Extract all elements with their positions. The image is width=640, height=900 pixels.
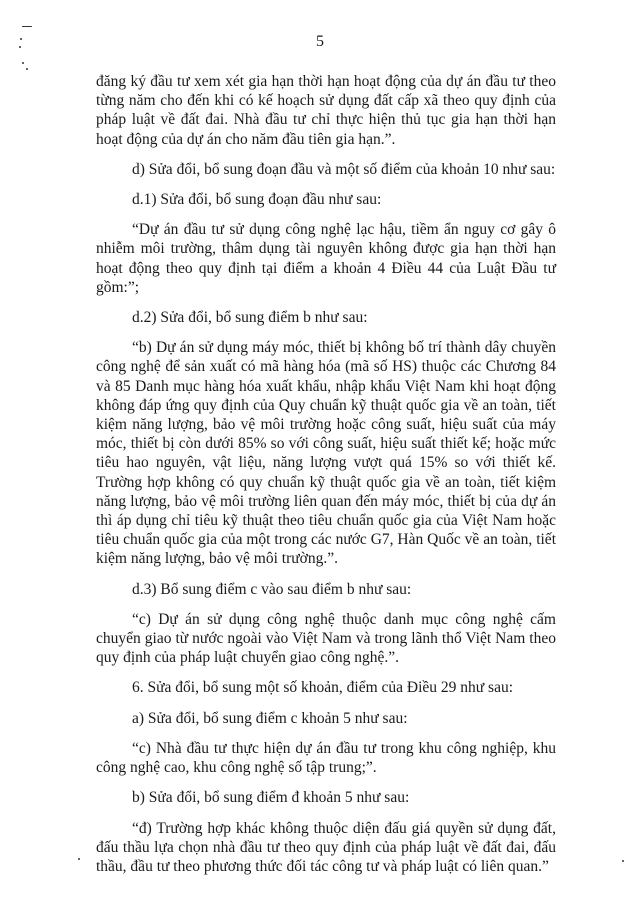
paragraph-quote-c-khoan5: “c) Nhà đầu tư thực hiện dự án đầu tư trong khu công nghiệp, khu công nghệ cao, khu công nghệ số tập trung;”. — [96, 739, 556, 777]
scan-mark — [22, 62, 24, 64]
page-number: 5 — [316, 33, 324, 50]
paragraph-item-d3: d.3) Bổ sung điểm c vào sau điểm b như sau: — [132, 580, 412, 598]
paragraph-item-d1: d.1) Sửa đổi, bổ sung đoạn đầu như sau: — [132, 191, 382, 209]
paragraph-quote-b: “b) Dự án sử dụng máy móc, thiết bị không bố trí thành dây chuyền công nghệ để sản xuất có mã hàng hóa (mã số HS) thuộc các Chương 84 và 85 Danh mục hàng hóa xuất khẩu, nhập khẩu Việt Nam khi hoạt động không đáp ứng quy định của Quy chuẩn kỹ thuật quốc gia về an toàn, tiết kiệm năng lượng, bảo vệ môi trường hoặc công suất, hiệu suất của máy móc, thiết bị còn dưới 85% so với công suất, hiệu suất thiết kế; hoặc mức tiêu hao nguyên, vật liệu, năng lượng vượt quá 15% so với thiết kế. Trường hợp không có quy chuẩn kỹ thuật quốc gia về an toàn, tiết kiệm năng lượng, bảo vệ môi trường liên quan đến máy móc, thiết bị của dự án thì áp dụng chỉ tiêu kỹ thuật theo tiêu chuẩn quốc gia của Việt Nam hoặc tiêu chuẩn quốc gia của một trong các nước G7, Hàn Quốc về an toàn, tiết kiệm năng lượng, bảo vệ môi trường.”. — [96, 339, 556, 568]
paragraph-item-b: b) Sửa đổi, bổ sung điểm đ khoản 5 như sau: — [132, 789, 410, 807]
paragraph-quote-dd: “đ) Trường hợp khác không thuộc diện đấu giá quyền sử dụng đất, đấu thầu lựa chọn nhà đầu tư theo quy định của pháp luật về đất đai, đấu thầu, đầu tư theo phương thức đối tác công tư và pháp luật có liên quan.” — [96, 819, 556, 875]
paragraph-item-d: d) Sửa đổi, bổ sung đoạn đầu và một số điểm của khoản 10 như sau: — [132, 160, 556, 178]
paragraph-quote-c: “c) Dự án sử dụng công nghệ thuộc danh mục công nghệ cấm chuyển giao từ nước ngoài vào Việt Nam và trong lãnh thổ Việt Nam theo quy định của pháp luật chuyển giao công nghệ.”. — [96, 610, 556, 667]
paragraph-item-6: 6. Sửa đổi, bổ sung một số khoản, điểm của Điều 29 như sau: — [132, 679, 514, 697]
paragraph-continuation: đăng ký đầu tư xem xét gia hạn thời hạn hoạt động của dự án đầu tư theo từng năm cho đến khi có kế hoạch sử dụng đất cấp xã theo quy định của pháp luật về đất đai. Nhà đầu tư chỉ thực hiện thủ tục gia hạn thời hạn hoạt động của dự án cho năm đầu tiên gia hạn.”. — [96, 73, 556, 148]
scan-mark — [622, 860, 624, 862]
scan-mark — [26, 68, 28, 70]
paragraph-item-a: a) Sửa đổi, bổ sung điểm c khoản 5 như sau: — [132, 709, 408, 727]
paragraph-item-d2: d.2) Sửa đổi, bổ sung điểm b như sau: — [132, 309, 368, 327]
scan-mark — [78, 858, 80, 860]
document-body — [96, 72, 556, 887]
scan-mark — [22, 26, 32, 27]
paragraph-quote-d1: “Dự án đầu tư sử dụng công nghệ lạc hậu, tiềm ẩn nguy cơ gây ô nhiễm môi trường, thâm dụng tài nguyên không được gia hạn thời hạn hoạt động theo quy định tại điểm a khoản 4 Điều 44 của Luật Đầu tư gồm:”; — [96, 221, 556, 296]
